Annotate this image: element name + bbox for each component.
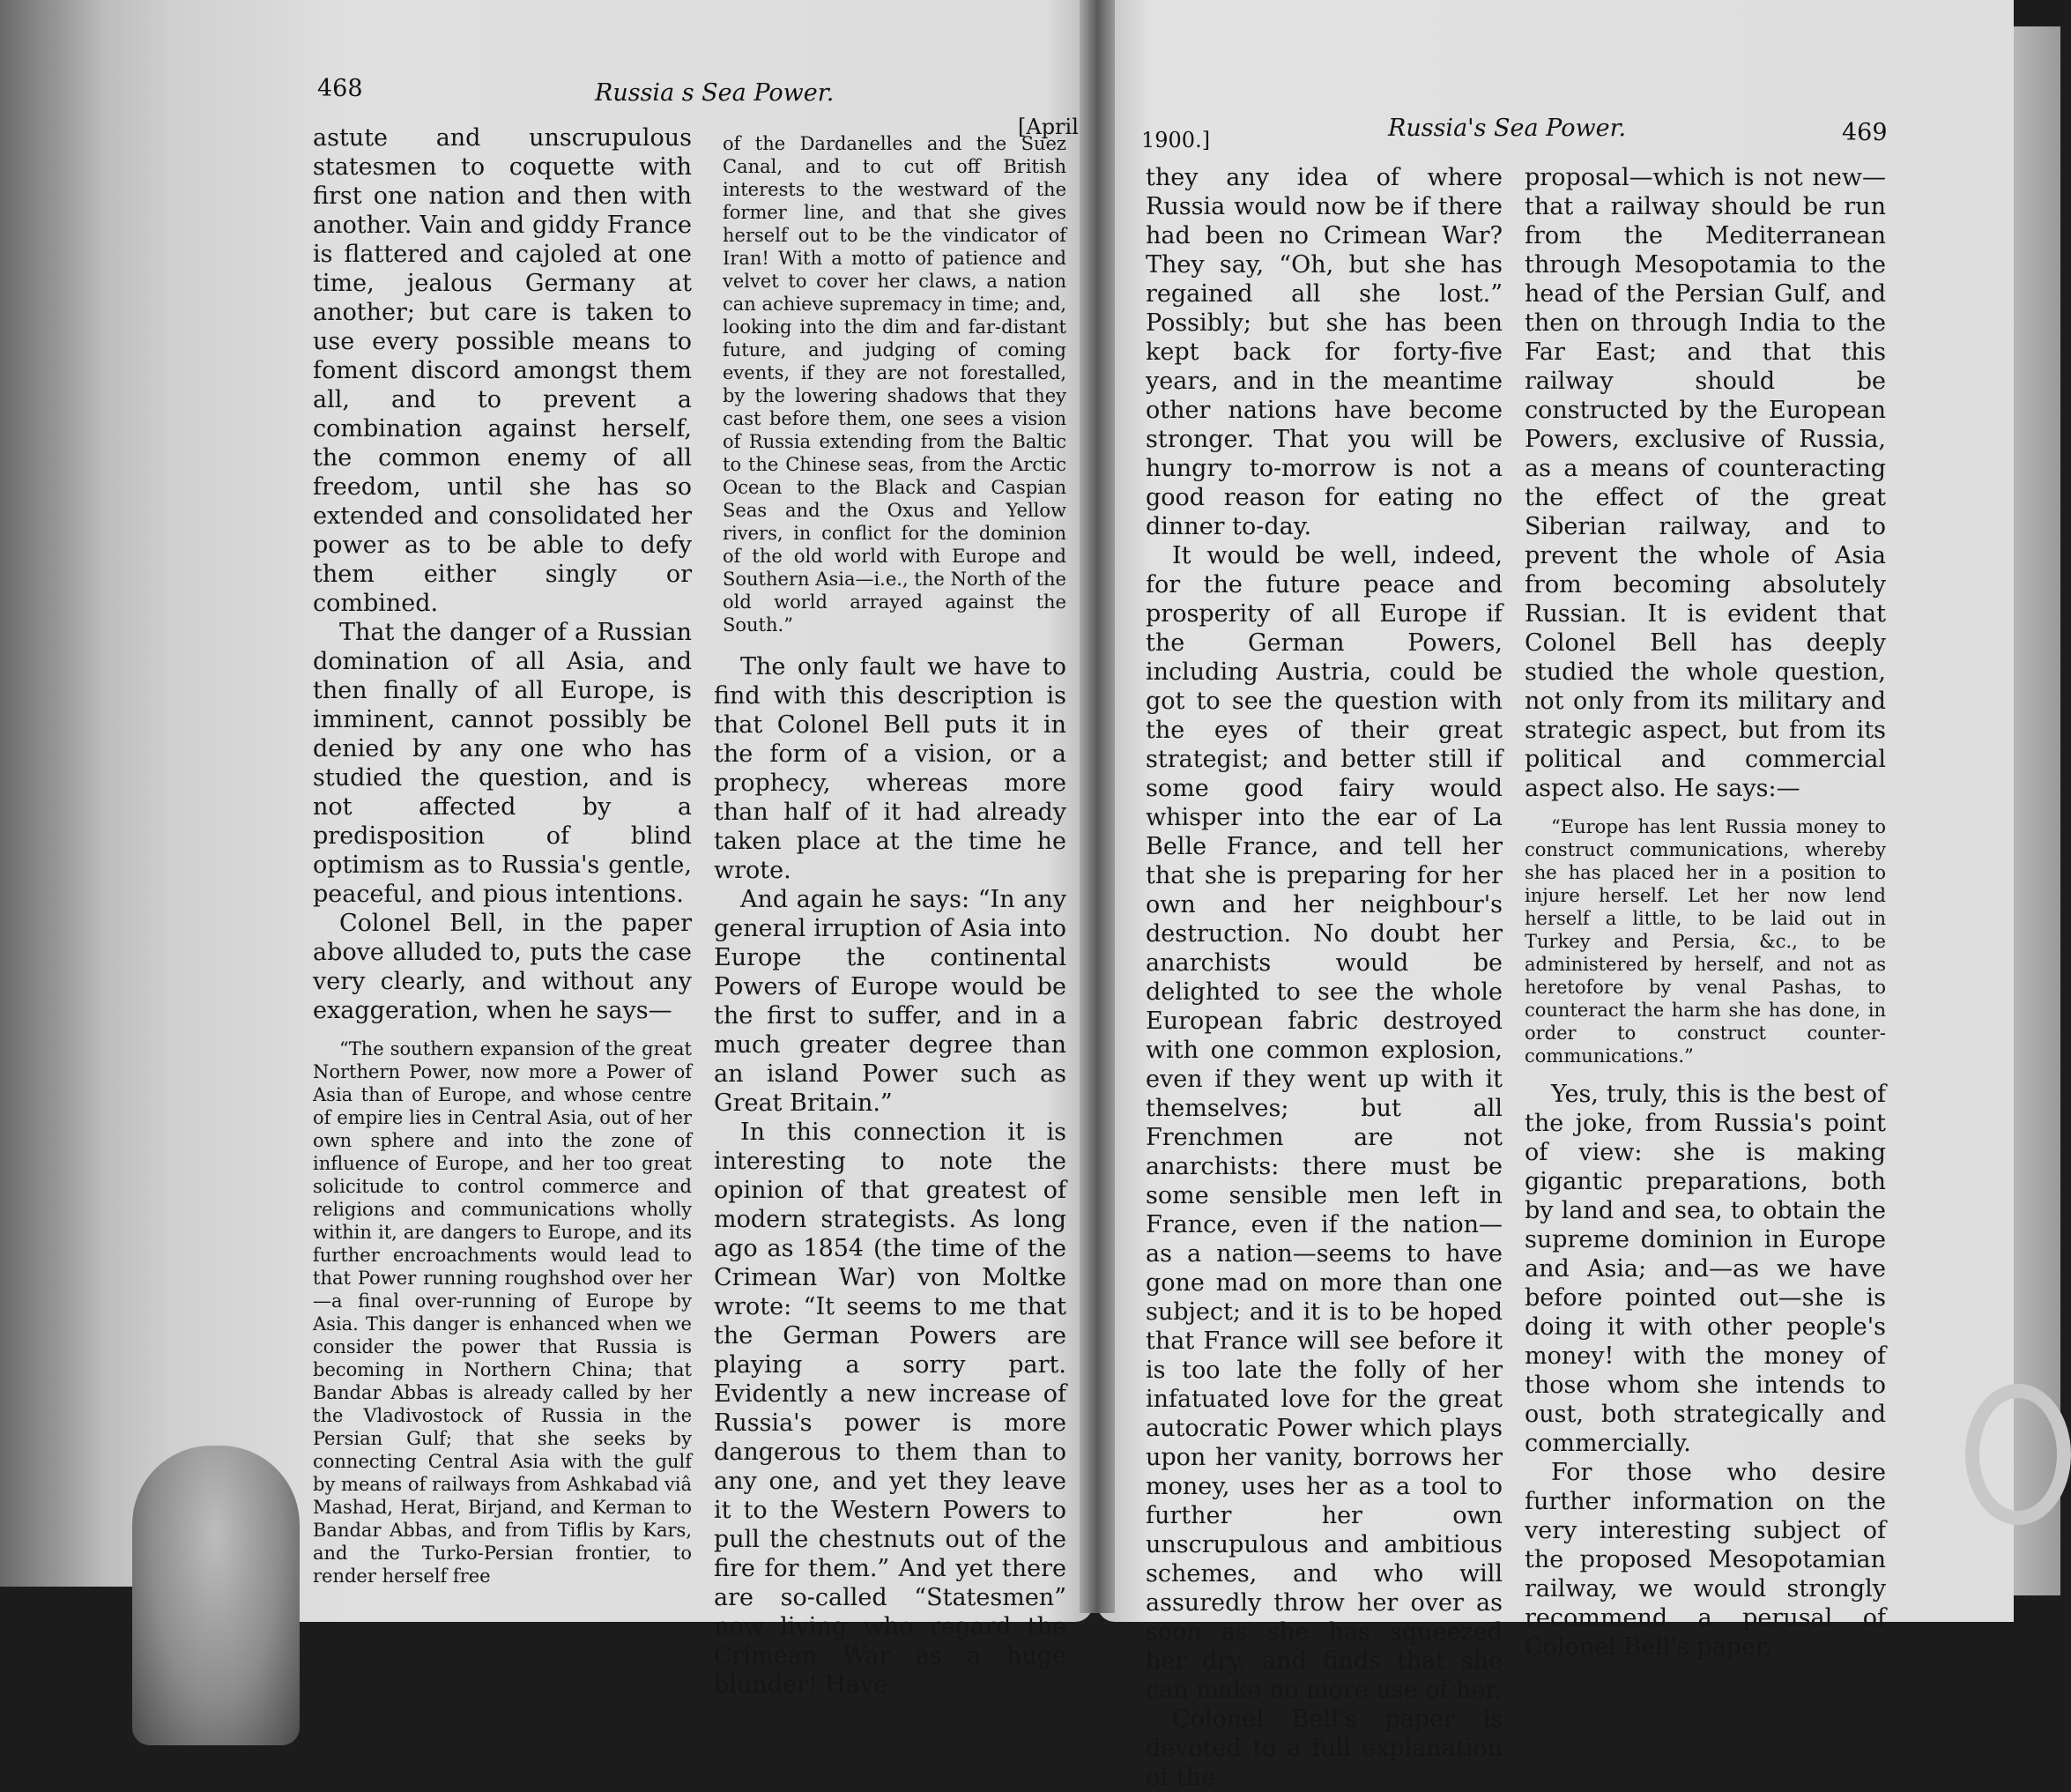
paragraph: That the danger of a Russian domination of all Asia, and then finally of all Europe, is imminent, cannot possibly be denied by any one who has studied the question, and is not affected by a predisposition of blind optimism as to Russia's gentle, peaceful, and pious intentions. (313, 619, 692, 908)
left-column-2-quote (723, 132, 1066, 635)
paragraph: The only fault we have to find with this description is that Colonel Bell puts it in the form of a vision, or a prophecy, whereas more than half of it had already taken place at the time he wrote. (714, 653, 1066, 884)
block-quote: “Europe has lent Russia money to construct communications, whereby she has placed her in a position to injure herself. Let her now lend herself a little, to be laid out in Turkey and Persia, &c., to be administered by herself, and not as heretofore by venal Pashas, to counteract the harm she has done, in order to construct counter-communications.” (1525, 816, 1886, 1067)
paragraph: astute and unscrupulous statesmen to coquette with first one nation and then with another. Vain and giddy France is flattered and cajoled at one time, jealous Germany at another; but care is taken to use every possible means to foment discord amongst them all, and to prevent a combination against herself, the common enemy of all freedom, until she has so extended and consolidated her power as to be able to defy them either singly or combined. (313, 124, 692, 617)
left-date-tag: [April (1018, 115, 1079, 139)
ring-holding-page (1965, 1384, 2071, 1525)
paragraph: And again he says: “In any general irruption of Asia into Europe the continental Powers of Europe would be the first to suffer, and in a much greater degree than an island Power such as Great Britain.” (714, 886, 1066, 1117)
right-running-title: Russia's Sea Power. (1388, 115, 1627, 142)
paragraph: Colonel Bell's paper is devoted to a full explanation of the (1146, 1706, 1503, 1791)
block-quote: of the Dardanelles and the Suez Canal, and to cut off British interests to the westward of the former line, and that she gives herself out to be the vindicator of Iran! With a motto of patience and velvet to cover her claws, a nation can achieve supremacy in time; and, looking into the dim and far-distant future, and judging of coming events, if they are not forestalled, by the lowering shadows that they cast before them, one sees a vision of Russia extending from the Baltic to the Chinese seas, from the Arctic Ocean to the Black and Caspian Seas and the Oxus and Yellow rivers, in conflict for the dominion of the old world with Europe and Southern Asia—i.e., the North of the old world arrayed against the South.” (723, 133, 1066, 636)
block-quote: “The southern expansion of the great Northern Power, now more a Power of Asia than of Europe, and whose centre of empire lies in Central Asia, out of her own sphere and into the zone of influence of Europe, and her too great solicitude to control commerce and religions and communications wholly within it, are dangers to Europe, and its further encroachments would lead to that Power running roughshod over her—a final over-running of Europe by Asia. This danger is enhanced when we consider the power that Russia is becoming in Northern China; that Bandar Abbas is already called by her the Vladivostock of Russia in the Persian Gulf; that she seeks by connecting Central Asia with the gulf by means of railways from Ashkabad viâ Mashad, Herat, Birjand, and Kerman to Bandar Abbas, and from Tiflis by Kars, and the Turko-Persian frontier, to render herself free (313, 1038, 692, 1587)
thumb-holding-page (132, 1446, 300, 1745)
paragraph: Colonel Bell, in the paper above alluded to, puts the case very clearly, and without any exaggeration, when he says— (313, 910, 692, 1024)
paragraph: they any idea of where Russia would now be if there had been no Crimean War? They say, “Oh, but she has regained all she lost.” Possibly; but she has been kept back for forty-five years, and in the meantime other nations have become stronger. That you will be hungry to-morrow is not a good reason for eating no dinner to-day. (1146, 164, 1503, 540)
paragraph: For those who desire further information on the very interesting subject of the proposed Mesopotamian railway, we would strongly recommend a perusal of Colonel Bell's paper, (1525, 1459, 1886, 1661)
right-date-tag: 1900.] (1141, 128, 1211, 152)
left-column-1 (313, 123, 692, 1587)
paragraph: proposal—which is not new—that a railway should be run from the Mediterranean through Mesopotamia to the head of the Persian Gulf, and then on through India to the Far East; and that this railway should be constructed by the European Powers, exclusive of Russia, as a means of counteracting the effect of the great Siberian railway, and to prevent the whole of Asia from becoming absolutely Russian. It is evident that Colonel Bell has deeply studied the whole question, not only from its military and strategic aspect, but from its political and commercial aspect also. He says:— (1525, 164, 1886, 802)
paragraph: It would be well, indeed, for the future peace and prosperity of all Europe if the German Powers, including Austria, could be got to see the question with the eyes of their great strategist; and better still if some good fairy would whisper into the ear of La Belle France, and tell her that she is preparing for her own and her neighbour's destruction. No doubt her anarchists would be delighted to see the whole European fabric destroyed with one common explosion, even if they went up with it themselves; but all Frenchmen are not anarchists: there must be some sensible men left in France, even if the nation—as a nation—seems to have gone mad on more than one subject; and it is to be hoped that France will see before it is too late the folly of her infatuated love for the great autocratic Power which plays upon her vanity, borrows her money, uses her as a tool to further her own unscrupulous and ambitious schemes, and who will assuredly throw her over as soon as she has squeezed her dry, and finds that she can make no more use of her. (1146, 542, 1503, 1704)
book-gutter (1080, 0, 1115, 1613)
right-column-2 (1525, 163, 1886, 1661)
right-page-number: 469 (1842, 119, 1888, 146)
paragraph: Yes, truly, this is the best of the joke, from Russia's point of view: she is making gigantic preparations, both by land and sea, to obtain the supreme dominion in Europe and Asia; and—as we have before pointed out—she is doing it with other people's money! with the money of those whom she intends to oust, both strategically and commercially. (1525, 1081, 1886, 1457)
left-column-2 (714, 652, 1066, 1699)
left-running-title: Russia s Sea Power. (595, 79, 835, 107)
book-page-edges-left (0, 0, 176, 1587)
left-page-number: 468 (317, 75, 363, 102)
paragraph: In this connection it is interesting to note the opinion of that greatest of modern strategists. As long ago as 1854 (the time of the Crimean War) von Moltke wrote: “It seems to me that the German Powers are playing a sorry part. Evidently a new increase of Russia's power is more dangerous to them than to any one, and yet they leave it to the Western Powers to pull the chestnuts out of the fire for them.” And yet there are so-called “Statesmen” now living who regard the Crimean War as a huge blunder! Have (714, 1119, 1066, 1699)
right-column-1 (1146, 163, 1503, 1791)
